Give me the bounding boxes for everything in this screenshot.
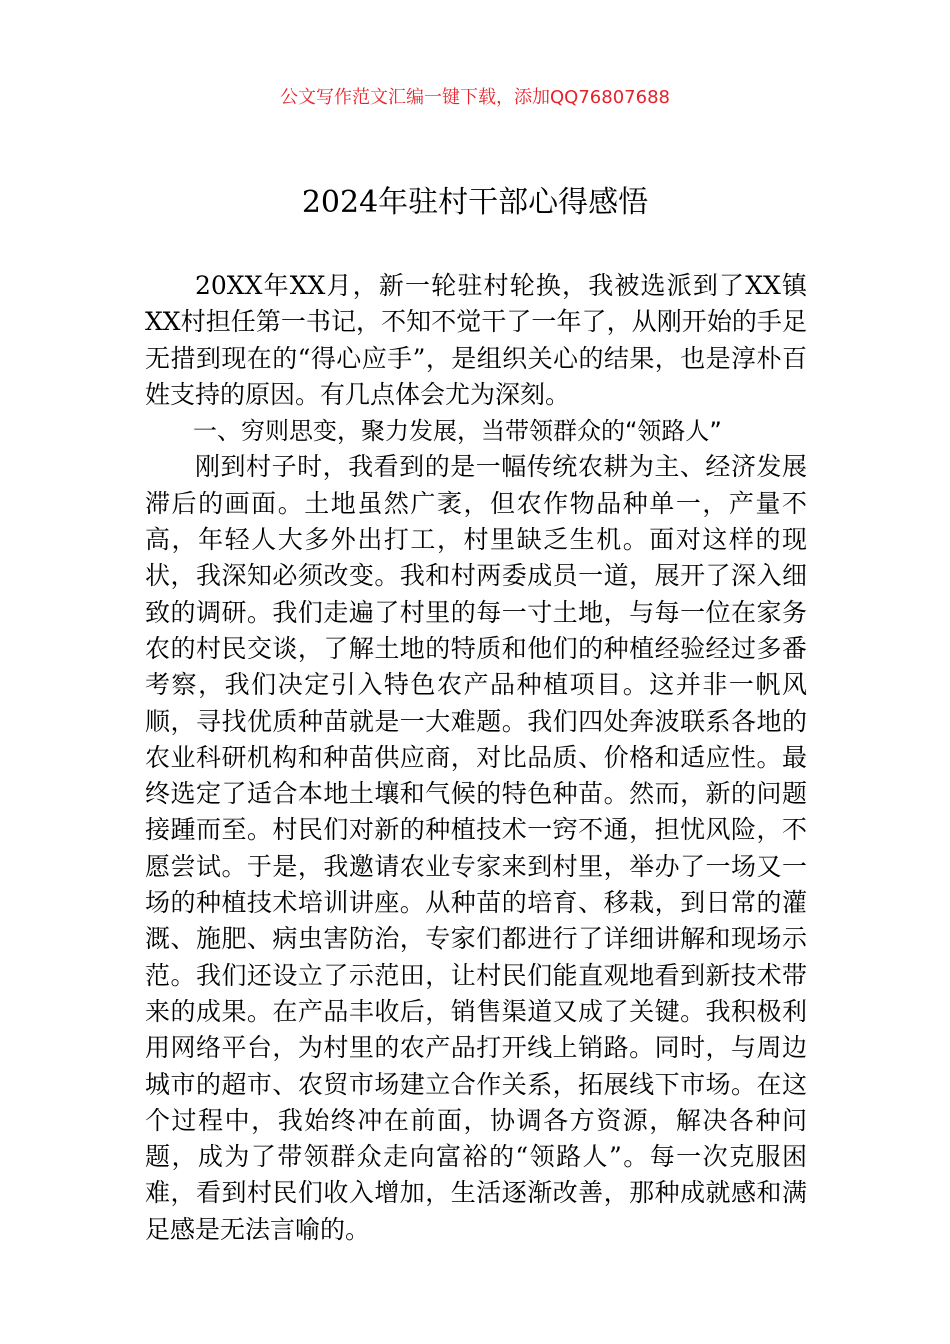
section-1-heading: 一、穷则思变，聚力发展，当带领群众的“领路人” [193, 417, 722, 446]
document-title: 2024年驻村干部心得感悟 [301, 185, 649, 220]
document-body [145, 268, 807, 1248]
section-1-body: 刚到村子时，我看到的是一幅传统农耕为主、经济发展滞后的画面。土地虽然广袤，但农作物品种单一，产量不高，年轻人大多外出打工，村里缺乏生机。面对这样的现状，我深知必须改变。我和村两委成员一道，展开了深入细致的调研。我们走遍了村里的每一寸土地，与每一位在家务农的村民交谈，了解土地的特质和他们的种植经验经过多番考察，我们决定引入特色农产品种植项目。这并非一帆风顺，寻找优质种苗就是一大难题。我们四处奔波联系各地的农业科研机构和种苗供应商，对比品质、价格和适应性。最终选定了适合本地土壤和气候的特色种苗。然而，新的问题接踵而至。村民们对新的种植技术一窍不通，担忧风险，不愿尝试。于是，我邀请农业专家来到村里，举办了一场又一场的种植技术培训讲座。从种苗的培育、移栽，到日常的灌溉、施肥、病虫害防治，专家们都进行了详细讲解和现场示范。我们还设立了示范田，让村民们能直观地看到新技术带来的成果。在产品丰收后，销售渠道又成了关键。我积极利用网络平台，为村里的农产品打开线上销路。同时，与周边城市的超市、农贸市场建立合作关系，拓展线下市场。在这个过程中，我始终冲在前面，协调各方资源，解决各种问题，成为了带领群众走向富裕的“领路人”。每一次克服困难，看到村民们收入增加，生活逐渐改善，那种成就感和满足感是无法言喻的。 [145, 452, 807, 1244]
download-promo-note: 公文写作范文汇编一键下载，添加QQ76807688 [280, 87, 670, 108]
intro-paragraph: 20XX年XX月，新一轮驻村轮换，我被选派到了XX镇XX村担任第一书记，不知不觉干了一年了，从刚开始的手足无措到现在的“得心应手”，是组织关心的结果，也是淳朴百姓支持的原因。有几点体会尤为深刻。 [145, 271, 807, 409]
